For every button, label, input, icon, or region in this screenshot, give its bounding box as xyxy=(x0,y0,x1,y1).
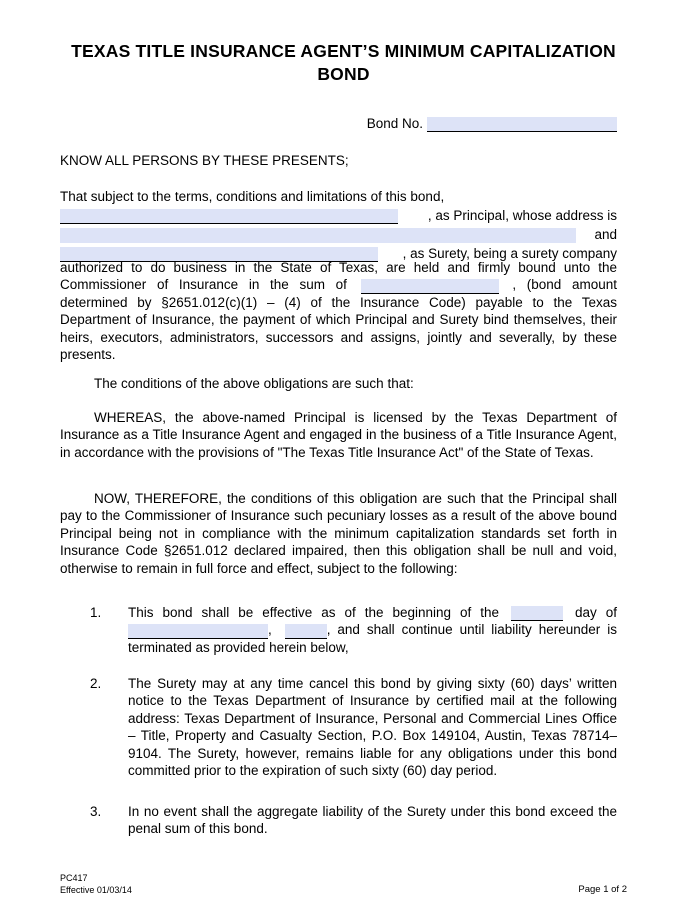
list-item-number: 3. xyxy=(90,804,102,819)
footer-left xyxy=(60,872,132,896)
surety-suffix-text: , as Surety, being a surety company xyxy=(402,246,617,261)
recital-lead-text: That subject to the terms, conditions and limitations of this bond, xyxy=(60,189,445,204)
effective-day-input[interactable] xyxy=(511,606,563,621)
recital-continuation-text: authorized to do business in the State of Texas, are held and firmly bound unto the Commissioner of Insurance in the sum of xyxy=(60,260,617,293)
principal-suffix-text: , as Principal, whose address is xyxy=(427,208,617,223)
list-item xyxy=(90,604,617,656)
page-title: TEXAS TITLE INSURANCE AGENT’S MINIMUM CAPITALIZATION BOND xyxy=(71,41,616,84)
item1-text-part3: , xyxy=(268,622,272,638)
recital-paragraph xyxy=(60,186,617,262)
effective-year-input[interactable] xyxy=(285,624,327,639)
conditions-intro-paragraph: The conditions of the above obligations are such that: xyxy=(94,376,414,391)
bond-amount-input[interactable] xyxy=(361,279,499,294)
whereas-paragraph: WHEREAS, the above-named Principal is licensed by the Texas Department of Insurance as a Title Insurance Agent and engaged in the business of a Title Insurance Agent, in accordance with the provisions of "The Texas Title Insurance Act" of the State of Texas. xyxy=(60,410,617,460)
item1-text-part2: day of xyxy=(574,605,617,620)
principal-name-input[interactable] xyxy=(60,209,398,224)
item1-text-part1: This bond shall be effective as of the beginning of the xyxy=(128,605,499,620)
address-line xyxy=(60,224,617,243)
address-suffix-text: and xyxy=(594,227,617,242)
list-item xyxy=(90,675,617,779)
bond-number-row xyxy=(60,116,617,132)
list-item xyxy=(90,803,617,838)
page-number: Page 1 of 2 xyxy=(578,884,627,895)
effective-month-input[interactable] xyxy=(128,624,268,639)
recital-continuation-text-2: , (bond amount determined by §2651.012(c)(1) – (4) of the Insurance Code) payable to the Texas Department of Insurance, the payment of which Principal and Surety bind themselves, their heirs, executors, administrators, successors and assigns, jointly and severally, by these presents. xyxy=(60,277,617,363)
item1-text-part4: , and shall continue until liability hereunder is terminated as provided herein below, xyxy=(128,622,617,655)
recital-continuation-paragraph xyxy=(60,259,617,363)
form-code: PC417 xyxy=(60,873,88,883)
list-item-body: The Surety may at any time cancel this bond by giving sixty (60) days’ written notice to the Texas Department of Insurance by certified mail at the following address: Texas Department of Insurance, Personal and Commercial Lines Office – Title, Property and Casualty Section, P.O. Box 149104, Austin, Texas 78714–9104. The Surety, however, remains liable for any obligations under this bond committed prior to the expiration of such sixty (60) day period. xyxy=(128,676,617,779)
bond-number-label: Bond No. xyxy=(366,116,423,131)
know-all-persons-heading: KNOW ALL PERSONS BY THESE PRESENTS; xyxy=(60,153,349,168)
principal-address-input[interactable] xyxy=(60,228,576,243)
list-item-body: In no event shall the aggregate liability of the Surety under this bond exceed the penal sum of this bond. xyxy=(128,804,617,837)
list-item-number: 2. xyxy=(90,676,102,691)
now-therefore-paragraph: NOW, THEREFORE, the conditions of this obligation are such that the Principal shall pay to the Commissioner of Insurance such pecuniary losses as a result of the above bound Principal being not in compliance with the minimum capitalization standards set forth in Insurance Code §2651.012 declared impaired, then this obligation shall be null and void, otherwise to remain in full force and effect, subject to the following: xyxy=(60,491,617,576)
recital-lead-line xyxy=(60,186,617,205)
bond-number-input[interactable] xyxy=(427,117,617,132)
list-item-number: 1. xyxy=(90,605,102,620)
list-item-body xyxy=(128,604,617,656)
effective-date: Effective 01/03/14 xyxy=(60,885,132,895)
principal-line xyxy=(60,205,617,224)
